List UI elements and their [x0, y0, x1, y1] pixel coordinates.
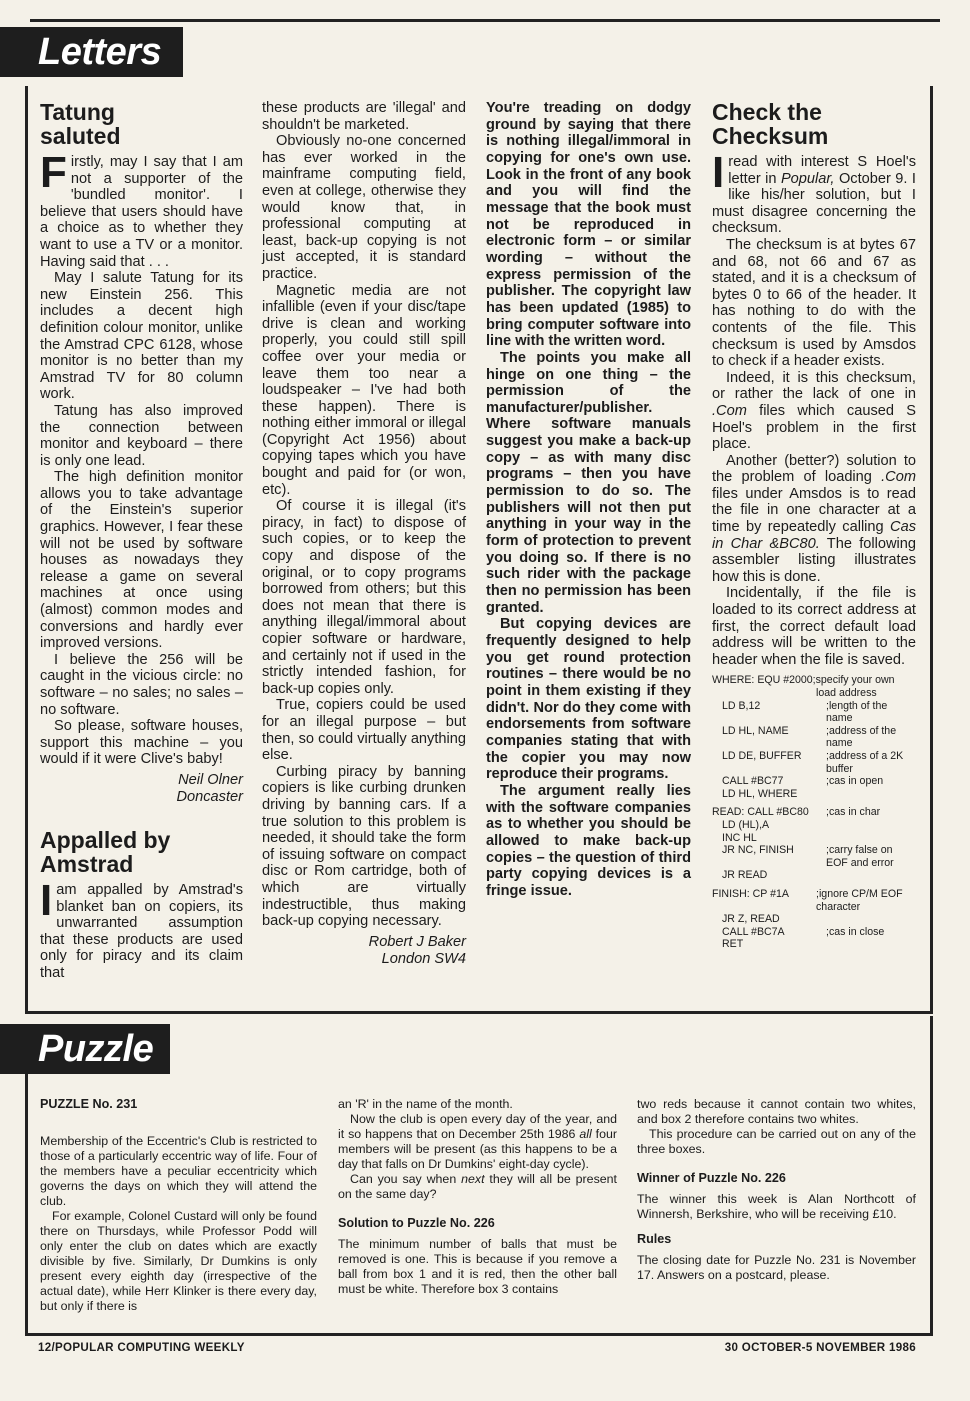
reply-paragraph: You're treading on dodgy ground by saying that there is nothing illegal/immoral in copying for one's own use. Look in the front of any book and you will find the message that the book must not be reproduced in electronic form – or similar wording – without the express permission of the publisher. The copyright law has been updated (1985) to bring computer software into line with the written word. [486, 100, 691, 350]
top-rule [30, 19, 940, 22]
letters-section-banner: Letters [0, 27, 183, 77]
reply-paragraph: The argument really lies with the software companies as to whether you should be allowed to make back-up copies – the question of third party copying devices is a fringe issue. [486, 782, 691, 899]
letter-signature: Neil Olner Doncaster [176, 771, 243, 805]
letter-paragraph: May I salute Tatung for its new Einstein 256. This includes a decent high definition colour monitor, unlike the Amstrad CPC 6128, whose monitor is no better than my Amstrad TV for 80 column work. [40, 270, 243, 403]
code-line: LD (HL),A [722, 818, 770, 831]
headline-line-1: Check the [712, 99, 822, 125]
solution-paragraph: The minimum number of balls that must be removed is one. This is because if you remove a ball from box 1 and it is red, then the other ball must be white. Therefore box 3 contains [338, 1237, 617, 1296]
puzzle-title: PUZZLE No. 231 [40, 1097, 138, 1111]
headline-line-2: Amstrad [40, 850, 134, 877]
solution-paragraph: two reds because it cannot contain two whites, and box 2 therefore contains two whites. [637, 1097, 916, 1126]
code-line: load address [816, 687, 877, 699]
letter-headline-checksum [712, 100, 916, 148]
code-line: JR Z, READ [722, 913, 780, 926]
puzzle-frame-right [930, 1016, 933, 1336]
letter-paragraph: True, copiers could be used for an illegal purpose – but then, so could virtually anything else. [262, 697, 466, 764]
drop-cap: I [712, 148, 725, 197]
letter-paragraph: these products are 'illegal' and shouldn't be marketed. [262, 100, 466, 133]
puzzle-column-2 [338, 1097, 617, 1297]
editor-reply [486, 100, 691, 900]
drop-cap: F [40, 148, 67, 197]
winner-heading: Winner of Puzzle No. 226 [637, 1171, 786, 1185]
winner-paragraph: The winner this week is Alan Northcott of Winnersh, Berkshire, who will be receiving £10. [637, 1192, 916, 1221]
code-line: READ: CALL #BC80 ;cas in char [712, 806, 881, 819]
letter-paragraph: Iread with interest S Hoel's letter in Popular, October 9. I like his/her solution, but I must disagree concerning the checksum. [712, 148, 916, 237]
assembler-listing [712, 674, 916, 950]
puzzle-paragraph: Can you say when next they will all be present on the same day? [338, 1172, 617, 1201]
puzzle-paragraph: For example, Colonel Custard will only be found there on Thursdays, while Professor Podd will only enter the club on dates which are exactly divisible by five. Similarly, Dr Dumkins is only present every eighth day (irrespective of the actual date), while Herr Klinker is there every day, but only if there is [40, 1209, 317, 1313]
letter-paragraph: Iam appalled by Amstrad's blanket ban on copiers, its unwarranted assumption that these products are used only for piracy and its claim that [40, 875, 243, 981]
code-line: RET [722, 938, 744, 951]
footer-date: 30 OCTOBER-5 NOVEMBER 1986 [724, 1341, 916, 1354]
letters-column-1 [40, 100, 243, 982]
letter-paragraph: Incidentally, if the file is loaded to its correct address at first, the correct default load address will be written to the header when the file is saved. [712, 585, 916, 668]
code-line: CALL #BC7A ;cas in close [722, 925, 885, 938]
solution-heading: Solution to Puzzle No. 226 [338, 1216, 495, 1230]
puzzle-section-banner: Puzzle [0, 1024, 170, 1074]
code-line: LD B,12 ;length of the name [722, 699, 888, 725]
letter-headline-tatung [40, 100, 243, 148]
puzzle-paragraph: Membership of the Eccentric's Club is restricted to those of a particularly eccentric way of life. Four of the members have a peculiar eccentricity which governs the days on which they will attend the club. [40, 1134, 317, 1208]
code-line: WHERE: EQU #2000;specify your own [712, 674, 895, 687]
letter-paragraph: Of course it is illegal (it's piracy, in fact) to dispose of such copies, or to keep the copy and dispose of the original, or to copy programs borrowed from others; but this does not mean that there is anything illegal/immoral about copier software or hardware, and certainly not if used in the strictly intended fashion, for back-up copies only. [262, 498, 466, 697]
letter-headline-appalled [40, 828, 243, 876]
reply-paragraph: The points you make all hinge on one thing – the permission of the manufacturer/publisher. Where software manuals suggest you make a back-up copy – as with many disc programs – then you have permission to do so. The publishers will not then put anything in your way in the form of protection to prevent you doing so. If there is no such rider with the package then no permission has been granted. [486, 349, 691, 616]
headline-line-2: saluted [40, 123, 121, 149]
letter-paragraph: Tatung has also improved the connection between monitor and keyboard – there is only one lead. [40, 402, 243, 469]
code-line: INC HL [722, 831, 757, 844]
letter-paragraph: Indeed, it is this checksum, or rather the lack of one in .Com files which caused S Hoel's problem in the first place. [712, 369, 916, 453]
headline-line-1: Appalled by [40, 826, 171, 853]
letter-paragraph: Magnetic media are not infallible (even if your disc/tape drive is clean and working properly, you could still spill coffee over your media or leave them too near a loudspeaker – I've had both these happen). There is nothing either immoral or illegal (Copyright Act 1956) about copying tapes which you have bought and paid for (or won, etc). [262, 282, 466, 498]
code-line: JR READ [722, 869, 768, 882]
letter-paragraph: Another (better?) solution to the problem of loading .Com files under Amsdos is to read the file in one character at a time by repeatedly calling Cas in Char &BC80. The following assembler listing illustrates how this is done. [712, 452, 916, 585]
headline-line-1: Tatung [40, 99, 115, 125]
code-line: JR NC, FINISH ;carry false on EOF and error [722, 844, 894, 869]
letter-signature: Robert J Baker London SW4 [368, 933, 466, 967]
solution-paragraph: This procedure can be carried out on any of the three boxes. [637, 1127, 916, 1156]
footer-page-label: 12/POPULAR COMPUTING WEEKLY [38, 1341, 245, 1354]
code-line: LD DE, BUFFER ;address of a 2K buffer [722, 749, 904, 775]
puzzle-paragraph: Now the club is open every day of the year, and it so happens that on December 25th 1986 all four members will be present (as this happens to be a day that falls on Dr Dumkins' eight-day cycle). [338, 1112, 618, 1171]
letter-paragraph: So please, software houses, support this machine – you would if it were Clive's baby! [40, 718, 243, 768]
code-line: LD HL, NAME ;address of the name [722, 724, 897, 750]
code-line: CALL #BC77 ;cas in open [722, 775, 884, 788]
letters-column-2 [262, 100, 466, 968]
headline-line-2: Checksum [712, 123, 829, 149]
drop-cap: I [40, 875, 53, 925]
letter-paragraph: The checksum is at bytes 67 and 68, not 66 and 67 as stated, and it is a checksum of bytes 0 to 66 of the header. It has nothing to do with the contents of the file. This checksum is used by Amsdos to check if a header exists. [712, 236, 916, 370]
puzzle-paragraph: an 'R' in the name of the month. [338, 1097, 513, 1111]
puzzle-column-3 [637, 1097, 916, 1283]
letters-column-4 [712, 100, 916, 951]
letter-paragraph: The high definition monitor allows you to take advantage of the Einstein's superior graphics. However, I fear these will not be used by software houses as nowadays they release a game on several machines at once using (almost) common modes and conversions and hardly ever improved versions. [40, 469, 243, 652]
code-line: FINISH: CP #1A ;ignore CP/M EOF character [712, 887, 903, 913]
letter-paragraph: I believe the 256 will be caught in the vicious circle: no software – no sales; no sales – no software. [40, 651, 243, 718]
puzzle-column-1 [40, 1097, 317, 1314]
letter-paragraph: Obviously no-one concerned has ever worked in the mainframe computing field, even at college, otherwise they would know that, in professional computing at least, back-up copying is not just accepted, it is standard practice. [262, 133, 466, 282]
letter-paragraph: Firstly, may I say that I am not a supporter of the 'bundled monitor'. I believe that users should have a choice as to whether they want to use a TV or a monitor. Having said that . . . [40, 148, 243, 270]
reply-paragraph: But copying devices are frequently designed to help you get round protection routines – there would be no point in them existing if they didn't. Nor do they come with endorsements from software companies stating that with the copier you may now reproduce their programs. [486, 616, 691, 783]
code-line: LD HL, WHERE [722, 787, 798, 800]
rules-paragraph: The closing date for Puzzle No. 231 is November 17. Answers on a postcard, please. [637, 1253, 916, 1282]
letter-paragraph: Curbing piracy by banning copiers is like curbing drunken driving by banning cars. If a true solution to this problem is needed, it should take the form of issuing software on compact disc or Rom cartridge, both of which are virtually indestructible, thus making back-up copying necessary. [262, 763, 466, 930]
rules-heading: Rules [637, 1232, 672, 1246]
